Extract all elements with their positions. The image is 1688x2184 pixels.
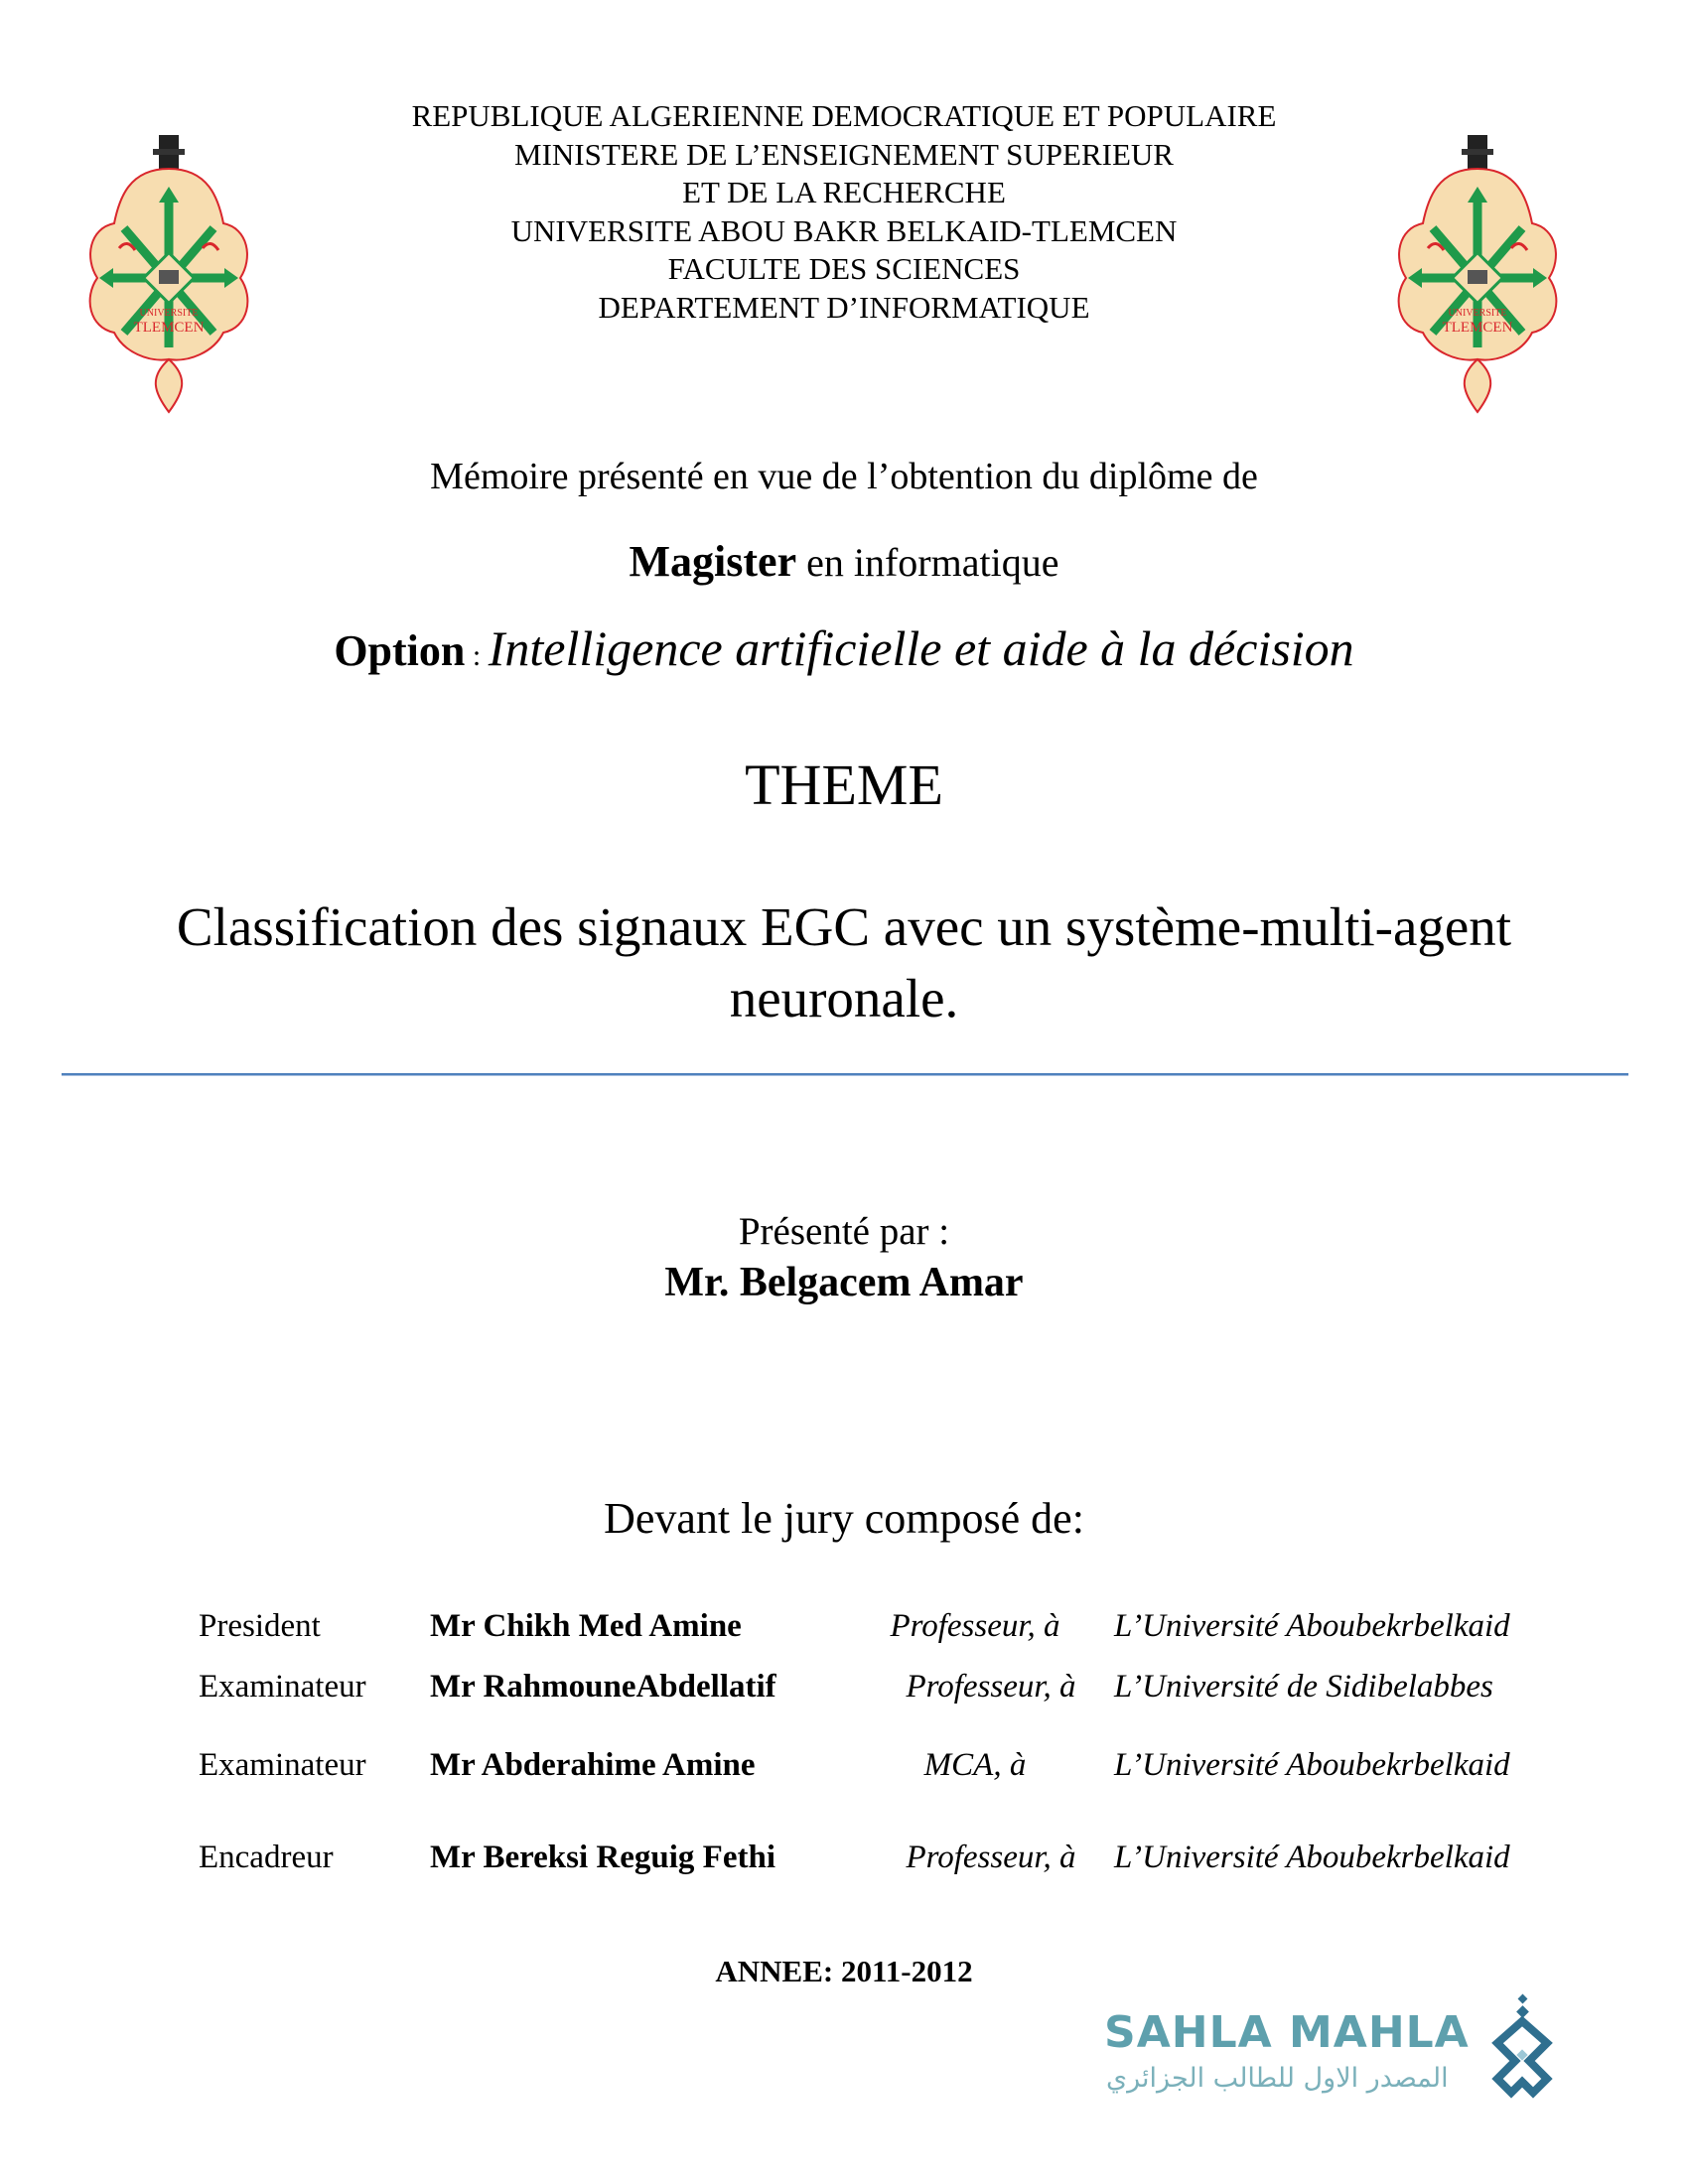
- jury-row: [0, 1669, 1688, 1712]
- option-line: [0, 619, 1688, 677]
- academic-year: ANNEE: 2011-2012: [715, 1954, 973, 1988]
- svg-text:TLEMCEN: TLEMCEN: [1442, 320, 1513, 336]
- jury-row: [0, 1747, 1688, 1791]
- jury-name: Mr Chikh Med Amine: [430, 1608, 742, 1644]
- jury-title-position: Professeur, à: [890, 1608, 1060, 1644]
- svg-text:UNIVERSITE: UNIVERSITE: [139, 308, 199, 319]
- thesis-title-line-1: Classification des signaux EGC avec un système-multi-agent: [176, 896, 1512, 957]
- header-line-faculty: FACULTE DES SCIENCES: [667, 251, 1021, 286]
- thesis-title-line-2: neuronale.: [729, 968, 959, 1028]
- jury-name: Mr Abderahime Amine: [430, 1747, 756, 1783]
- university-logo-left: [79, 129, 258, 417]
- header-line-research: ET DE LA RECHERCHE: [682, 175, 1006, 209]
- header-line-department: DEPARTEMENT D’INFORMATIQUE: [598, 289, 1090, 325]
- author-name: Mr. Belgacem Amar: [664, 1260, 1024, 1305]
- jury-role: President: [199, 1608, 321, 1644]
- jury-university: L’Université Aboubekrbelkaid: [1114, 1747, 1510, 1783]
- presented-by-label: Présenté par :: [738, 1210, 950, 1253]
- watermark-brand: SAHLA MAHLA: [1104, 2007, 1470, 2058]
- jury-university: L’Université Aboubekrbelkaid: [1114, 1840, 1510, 1875]
- jury-name: Mr RahmouneAbdellatif: [430, 1669, 776, 1705]
- jury-row: [0, 1608, 1688, 1652]
- degree-name: Magister: [629, 537, 797, 586]
- option-separator: :: [465, 639, 489, 672]
- jury-title: Devant le jury composé de:: [604, 1494, 1084, 1543]
- degree-intro: Mémoire présenté en vue de l’obtention du diplôme de: [430, 456, 1258, 497]
- jury-name: Mr Bereksi Reguig Fethi: [430, 1840, 775, 1875]
- svg-text:UNIVERSITE: UNIVERSITE: [1448, 308, 1507, 319]
- thesis-title: [0, 891, 1688, 1034]
- title-divider: [62, 1073, 1628, 1075]
- jury-role: Examinateur: [199, 1747, 366, 1783]
- header-line-republic: REPUBLIQUE ALGERIENNE DEMOCRATIQUE ET POPULAIRE: [411, 98, 1277, 133]
- jury-row: [0, 1840, 1688, 1883]
- degree-line: [0, 536, 1688, 587]
- option-value: Intelligence artificielle et aide à la décision: [488, 620, 1354, 676]
- jury-role: Examinateur: [199, 1669, 366, 1705]
- svg-text:TLEMCEN: TLEMCEN: [133, 320, 205, 336]
- jury-title-position: Professeur, à: [906, 1669, 1076, 1705]
- degree-field: en informatique: [796, 540, 1059, 585]
- option-label: Option: [334, 626, 466, 675]
- header-line-ministry: MINISTERE DE L’ENSEIGNEMENT SUPERIEUR: [514, 136, 1174, 172]
- jury-title-position: Professeur, à: [906, 1840, 1076, 1875]
- jury-role: Encadreur: [199, 1840, 334, 1875]
- sahla-mahla-watermark: [1104, 2007, 1561, 2116]
- watermark-tagline: المصدر الاول للطالب الجزائري: [1106, 2063, 1449, 2094]
- jury-title-position: MCA, à: [923, 1747, 1027, 1783]
- jury-university: L’Université de Sidibelabbes: [1114, 1669, 1493, 1705]
- sahla-emblem-icon: [1489, 1993, 1559, 2103]
- university-logo-right: [1388, 129, 1567, 417]
- jury-university: L’Université Aboubekrbelkaid: [1114, 1608, 1510, 1644]
- header-line-university: UNIVERSITE ABOU BAKR BELKAID-TLEMCEN: [510, 212, 1178, 248]
- theme-label: THEME: [745, 752, 943, 817]
